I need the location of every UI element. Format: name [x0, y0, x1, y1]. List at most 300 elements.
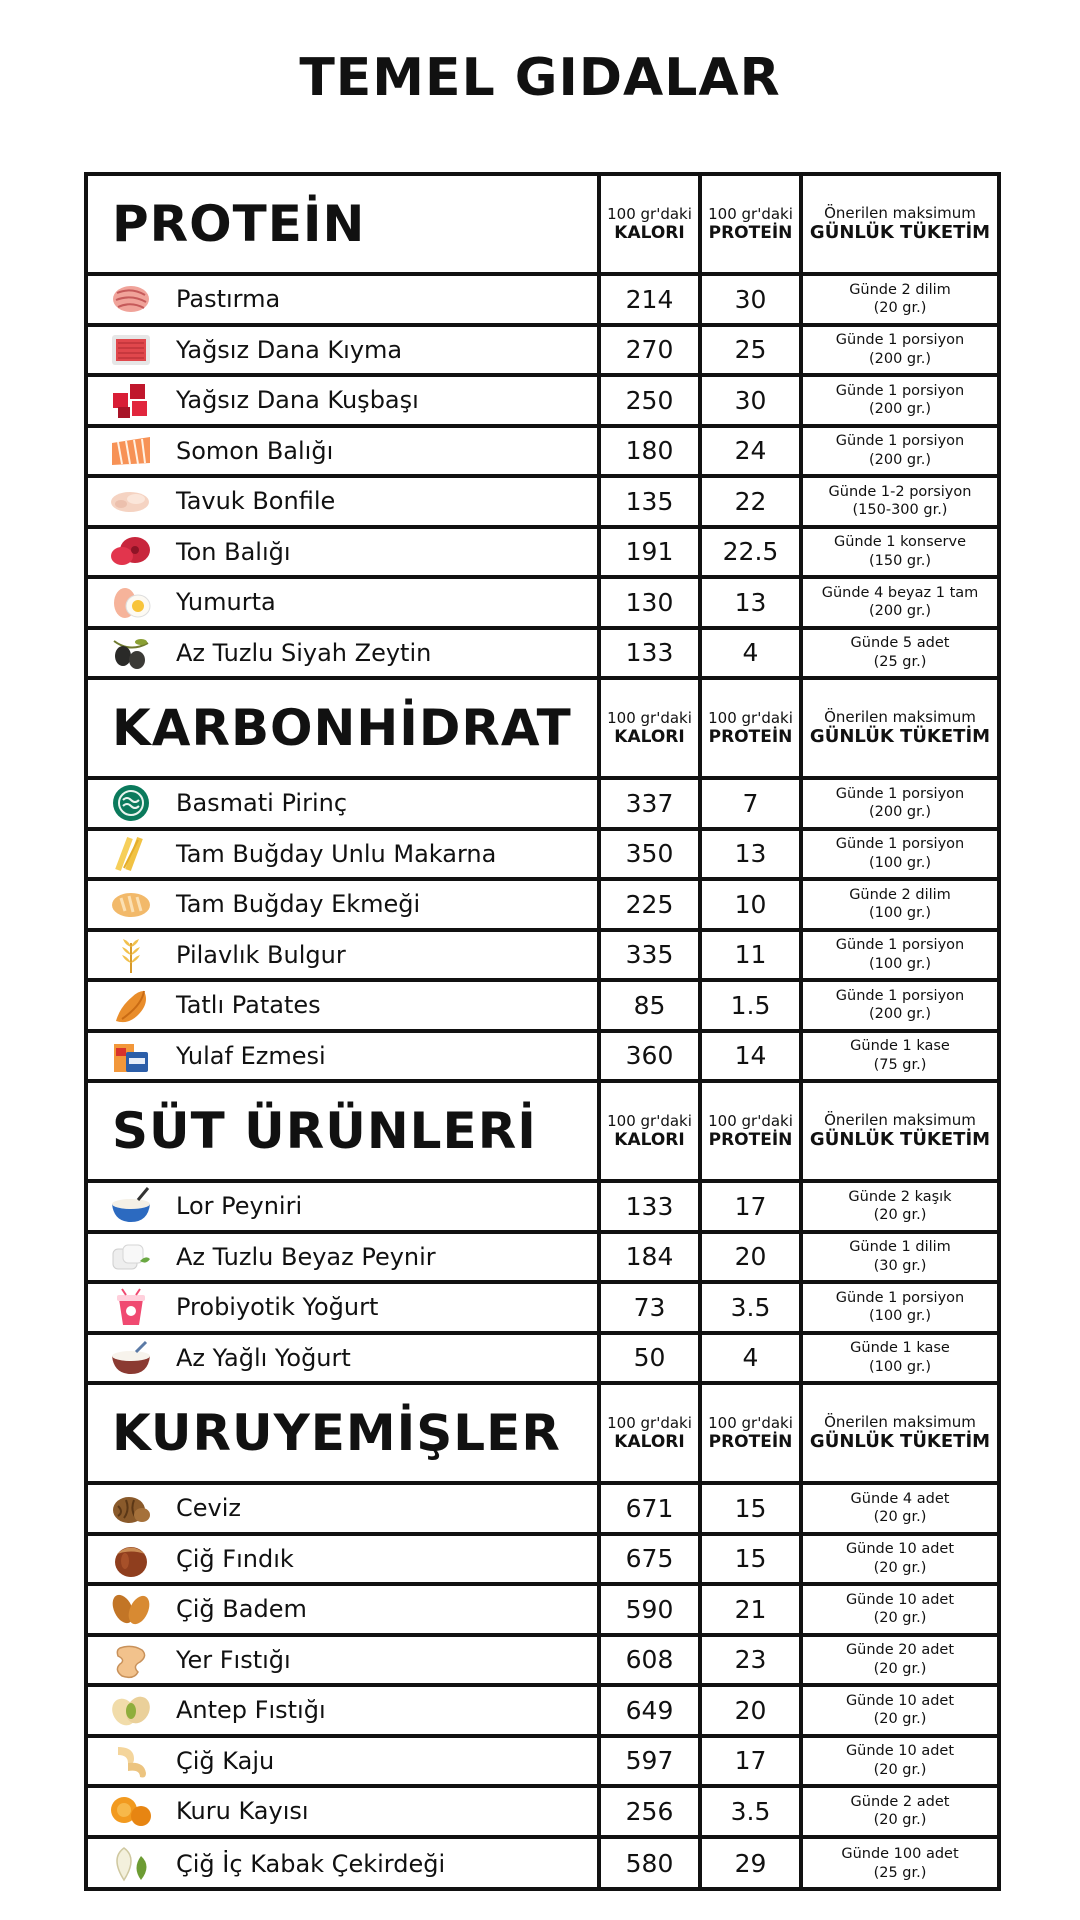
tuketim-amount: Günde 1 porsiyon [835, 382, 965, 399]
food-name: Tavuk Bonfile [176, 487, 336, 516]
tuketim-cell [803, 529, 997, 576]
protein-cell [702, 630, 803, 677]
kalori-column-header-caption: 100 gr'daki [607, 708, 692, 727]
tuketim-cell [803, 780, 997, 827]
protein-value: 17 [734, 1191, 767, 1221]
kalori-value: 85 [633, 990, 666, 1020]
hazelnut-icon [108, 1539, 154, 1579]
tuketim-amount: Günde 4 beyaz 1 tam [821, 584, 979, 601]
protein-column-header-caption: 100 gr'daki [708, 204, 793, 223]
section-header [88, 680, 997, 780]
protein-cell [702, 1637, 803, 1684]
food-name-cell [88, 831, 601, 878]
white-cheese-icon [108, 1237, 154, 1277]
kalori-value: 590 [625, 1594, 674, 1624]
kalori-cell [601, 276, 702, 323]
kalori-cell [601, 1485, 702, 1532]
section-header [88, 176, 997, 276]
tuketim-amount: Günde 1 konserve [833, 534, 967, 551]
food-name-cell [88, 377, 601, 424]
tuketim-amount: Günde 100 adet [841, 1846, 959, 1863]
food-name: Tam Buğday Unlu Makarna [176, 839, 497, 868]
tuketim-amount: Günde 1-2 porsiyon [828, 483, 972, 500]
food-name-cell [88, 1586, 601, 1633]
kalori-value: 184 [625, 1242, 674, 1272]
tuketim-amount: Günde 20 adet [845, 1642, 955, 1659]
kalori-cell [601, 377, 702, 424]
tuketim-column-header-caption: Önerilen maksimum [824, 1111, 976, 1130]
kalori-cell [601, 529, 702, 576]
protein-value: 13 [734, 587, 767, 617]
kalori-cell [601, 1687, 702, 1734]
table-row [88, 1284, 997, 1335]
kalori-column-header-label: KALORI [614, 1431, 685, 1452]
kalori-cell [601, 1284, 702, 1331]
table-row [88, 428, 997, 479]
kalori-cell [601, 428, 702, 475]
tuketim-cell [803, 1586, 997, 1633]
protein-cell [702, 1839, 803, 1890]
tuketim-amount: Günde 2 dilim [849, 886, 951, 903]
section-title-cell [88, 680, 601, 776]
tuketim-amount: Günde 1 porsiyon [835, 1289, 965, 1306]
kalori-cell [601, 982, 702, 1029]
protein-cell [702, 1738, 803, 1785]
kalori-value: 350 [625, 839, 674, 869]
food-name-cell [88, 478, 601, 525]
section-title: PROTEİN [112, 195, 366, 253]
table-row [88, 1687, 997, 1738]
protein-value: 13 [734, 839, 767, 869]
food-name: Pastırma [176, 285, 281, 314]
table-row [88, 377, 997, 428]
egg-icon [108, 582, 154, 622]
protein-value: 4 [742, 1343, 759, 1373]
tuketim-cell [803, 982, 997, 1029]
table-row [88, 529, 997, 580]
tuketim-grams: (30 gr.) [873, 1257, 927, 1274]
tuketim-column-header [803, 680, 997, 776]
protein-value: 22.5 [722, 537, 779, 567]
tuketim-cell [803, 831, 997, 878]
tuketim-grams: (20 gr.) [873, 1207, 927, 1224]
kalori-cell [601, 630, 702, 677]
tuketim-grams: (20 gr.) [873, 1509, 927, 1526]
tuketim-cell [803, 377, 997, 424]
food-name: Çiğ Kaju [176, 1746, 275, 1775]
kalori-value: 335 [625, 940, 674, 970]
tuketim-grams: (25 gr.) [873, 1864, 927, 1881]
tuketim-cell [803, 478, 997, 525]
pasta-icon [108, 834, 154, 874]
pumpkin-seed-icon [108, 1844, 154, 1884]
tuketim-cell [803, 1033, 997, 1080]
food-name: Somon Balığı [176, 436, 334, 465]
protein-value: 21 [734, 1594, 767, 1624]
protein-cell [702, 1284, 803, 1331]
tuketim-amount: Günde 1 porsiyon [835, 836, 965, 853]
table-row [88, 932, 997, 983]
food-name-cell [88, 881, 601, 928]
protein-cell [702, 327, 803, 374]
protein-cell [702, 1485, 803, 1532]
protein-cell [702, 982, 803, 1029]
tuketim-grams: (20 gr.) [873, 1559, 927, 1576]
tuketim-cell [803, 1839, 997, 1890]
protein-cell [702, 1788, 803, 1835]
kalori-cell [601, 579, 702, 626]
tuketim-amount: Günde 10 adet [845, 1692, 955, 1709]
kalori-value: 580 [625, 1849, 674, 1879]
yogurt-cup-icon [108, 1287, 154, 1327]
protein-cell [702, 1586, 803, 1633]
food-name-cell [88, 1284, 601, 1331]
tuketim-amount: Günde 1 porsiyon [835, 332, 965, 349]
kalori-cell [601, 478, 702, 525]
tuketim-cell [803, 881, 997, 928]
protein-cell [702, 1033, 803, 1080]
table-row [88, 276, 997, 327]
kalori-value: 50 [633, 1343, 666, 1373]
tuketim-cell [803, 428, 997, 475]
kalori-cell [601, 780, 702, 827]
tuketim-amount: Günde 5 adet [850, 635, 950, 652]
food-name-cell [88, 529, 601, 576]
tuketim-grams: (100 gr.) [868, 1358, 932, 1375]
tuketim-amount: Günde 2 dilim [849, 281, 951, 298]
protein-value: 30 [734, 385, 767, 415]
tuketim-amount: Günde 2 adet [850, 1793, 950, 1810]
protein-value: 15 [734, 1493, 767, 1523]
table-row [88, 327, 997, 378]
kalori-value: 191 [625, 537, 674, 567]
food-name: Az Yağlı Yoğurt [176, 1343, 351, 1372]
tuketim-grams: (20 gr.) [873, 1812, 927, 1829]
food-name-cell [88, 982, 601, 1029]
table-row [88, 1738, 997, 1789]
protein-column-header [702, 1083, 803, 1179]
kalori-column-header [601, 1385, 702, 1481]
food-name-cell [88, 1183, 601, 1230]
protein-value: 3.5 [730, 1796, 771, 1826]
tuketim-cell [803, 1536, 997, 1583]
protein-value: 24 [734, 436, 767, 466]
tuketim-grams: (20 gr.) [873, 300, 927, 317]
section-title: SÜT ÜRÜNLERİ [112, 1102, 537, 1160]
kalori-value: 225 [625, 889, 674, 919]
tuketim-cell [803, 1738, 997, 1785]
food-name: Çiğ Fındık [176, 1544, 294, 1573]
food-name-cell [88, 1788, 601, 1835]
food-name-cell [88, 1738, 601, 1785]
protein-value: 29 [734, 1849, 767, 1879]
kalori-column-header-caption: 100 gr'daki [607, 1111, 692, 1130]
food-name-cell [88, 1485, 601, 1532]
food-name: Yer Fıstığı [176, 1645, 291, 1674]
kalori-cell [601, 1183, 702, 1230]
rice-icon [108, 783, 154, 823]
table-row [88, 579, 997, 630]
kalori-column-header [601, 680, 702, 776]
kalori-cell [601, 1033, 702, 1080]
protein-column-header-label: PROTEİN [708, 726, 793, 747]
protein-cell [702, 1183, 803, 1230]
kalori-cell [601, 327, 702, 374]
tuketim-column-header-caption: Önerilen maksimum [824, 204, 976, 223]
kalori-cell [601, 932, 702, 979]
section-header [88, 1083, 997, 1183]
kalori-value: 73 [633, 1292, 666, 1322]
table-row [88, 478, 997, 529]
food-name-cell [88, 1234, 601, 1281]
protein-value: 10 [734, 889, 767, 919]
protein-value: 23 [734, 1645, 767, 1675]
kalori-value: 135 [625, 486, 674, 516]
food-name-cell [88, 1335, 601, 1382]
protein-value: 4 [742, 638, 759, 668]
table-row [88, 1485, 997, 1536]
protein-value: 11 [734, 940, 767, 970]
protein-column-header-caption: 100 gr'daki [708, 1413, 793, 1432]
kalori-column-header-label: KALORI [614, 1129, 685, 1150]
tuketim-cell [803, 1687, 997, 1734]
kalori-cell [601, 831, 702, 878]
food-name-cell [88, 327, 601, 374]
dried-apricot-icon [108, 1791, 154, 1831]
food-name: Çiğ İç Kabak Çekirdeği [176, 1849, 446, 1878]
kalori-value: 337 [625, 788, 674, 818]
food-name: Kuru Kayısı [176, 1797, 309, 1826]
protein-value: 1.5 [730, 990, 771, 1020]
table-row [88, 1536, 997, 1587]
peanut-icon [108, 1640, 154, 1680]
table-row [88, 1788, 997, 1839]
olive-icon [108, 633, 154, 673]
protein-value: 30 [734, 284, 767, 314]
food-name-cell [88, 1637, 601, 1684]
tuketim-grams: (200 gr.) [868, 401, 932, 418]
tuketim-grams: (150 gr.) [868, 552, 932, 569]
almond-icon [108, 1589, 154, 1629]
kalori-value: 671 [625, 1493, 674, 1523]
protein-column-header-caption: 100 gr'daki [708, 1111, 793, 1130]
protein-cell [702, 1335, 803, 1382]
chicken-breast-icon [108, 481, 154, 521]
tuketim-amount: Günde 10 adet [845, 1591, 955, 1608]
section-title-cell [88, 1083, 601, 1179]
table-row [88, 1234, 997, 1285]
tuketim-column-header-label: GÜNLÜK TÜKETİM [809, 222, 991, 244]
kalori-column-header-caption: 100 gr'daki [607, 204, 692, 223]
protein-cell [702, 932, 803, 979]
kalori-cell [601, 1788, 702, 1835]
kalori-value: 608 [625, 1645, 674, 1675]
oatmeal-icon [108, 1036, 154, 1076]
food-name: Yağsız Dana Kuşbaşı [176, 386, 419, 415]
kalori-cell [601, 1637, 702, 1684]
tuketim-grams: (200 gr.) [868, 1006, 932, 1023]
section-header [88, 1385, 997, 1485]
tuketim-amount: Günde 10 adet [845, 1541, 955, 1558]
protein-column-header [702, 176, 803, 272]
table-row [88, 1637, 997, 1688]
tuketim-amount: Günde 2 kaşık [848, 1188, 952, 1205]
protein-column-header-label: PROTEİN [708, 222, 793, 243]
curd-bowl-icon [108, 1186, 154, 1226]
tuketim-cell [803, 932, 997, 979]
kalori-value: 130 [625, 587, 674, 617]
protein-value: 22 [734, 486, 767, 516]
kalori-cell [601, 1234, 702, 1281]
protein-cell [702, 428, 803, 475]
table-row [88, 1183, 997, 1234]
walnut-icon [108, 1488, 154, 1528]
food-name: Antep Fıstığı [176, 1696, 326, 1725]
tuketim-amount: Günde 1 kase [850, 1340, 950, 1357]
tuketim-amount: Günde 1 kase [850, 1038, 950, 1055]
cashew-icon [108, 1741, 154, 1781]
sweet-potato-icon [108, 985, 154, 1025]
tuketim-grams: (25 gr.) [873, 653, 927, 670]
yogurt-bowl-icon [108, 1338, 154, 1378]
food-name: Yağsız Dana Kıyma [176, 335, 403, 364]
tuketim-cell [803, 327, 997, 374]
protein-cell [702, 377, 803, 424]
protein-value: 14 [734, 1041, 767, 1071]
food-name: Pilavlık Bulgur [176, 940, 346, 969]
table-row [88, 780, 997, 831]
tuketim-column-header-label: GÜNLÜK TÜKETİM [809, 1431, 991, 1453]
food-name: Yulaf Ezmesi [176, 1041, 326, 1070]
protein-value: 25 [734, 335, 767, 365]
table-row [88, 1033, 997, 1084]
tuketim-grams: (100 gr.) [868, 1308, 932, 1325]
tuketim-amount: Günde 1 dilim [849, 1239, 951, 1256]
protein-column-header [702, 1385, 803, 1481]
tuketim-column-header [803, 1385, 997, 1481]
tuna-icon [108, 532, 154, 572]
protein-cell [702, 478, 803, 525]
protein-cell [702, 831, 803, 878]
table-row [88, 982, 997, 1033]
protein-cell [702, 1234, 803, 1281]
kalori-column-header-label: KALORI [614, 726, 685, 747]
protein-column-header-label: PROTEİN [708, 1129, 793, 1150]
ground-beef-icon [108, 330, 154, 370]
tuketim-grams: (150-300 gr.) [852, 502, 948, 519]
page-title: TEMEL GIDALAR [299, 48, 781, 108]
kalori-value: 597 [625, 1746, 674, 1776]
food-table [84, 172, 1001, 1891]
table-row [88, 630, 997, 681]
tuketim-cell [803, 1788, 997, 1835]
tuketim-cell [803, 1183, 997, 1230]
food-name: Basmati Pirinç [176, 789, 348, 818]
tuketim-grams: (100 gr.) [868, 854, 932, 871]
food-name-cell [88, 932, 601, 979]
section-title-cell [88, 1385, 601, 1481]
protein-value: 7 [742, 788, 759, 818]
protein-value: 15 [734, 1544, 767, 1574]
section-title-cell [88, 176, 601, 272]
food-name-cell [88, 1033, 601, 1080]
protein-cell [702, 579, 803, 626]
tuketim-grams: (20 gr.) [873, 1761, 927, 1778]
kalori-value: 256 [625, 1796, 674, 1826]
table-row [88, 1839, 997, 1890]
protein-value: 20 [734, 1242, 767, 1272]
protein-cell [702, 1536, 803, 1583]
kalori-cell [601, 1839, 702, 1890]
kalori-column-header-caption: 100 gr'daki [607, 1413, 692, 1432]
food-name: Ton Balığı [176, 537, 291, 566]
kalori-cell [601, 1586, 702, 1633]
tuketim-amount: Günde 1 porsiyon [835, 433, 965, 450]
food-name: Çiğ Badem [176, 1595, 307, 1624]
tuketim-cell [803, 1637, 997, 1684]
table-row [88, 881, 997, 932]
kalori-value: 675 [625, 1544, 674, 1574]
pastirma-icon [108, 279, 154, 319]
section-title: KARBONHİDRAT [112, 699, 572, 757]
food-name: Lor Peyniri [176, 1192, 303, 1221]
food-name: Ceviz [176, 1494, 241, 1523]
section-title: KURUYEMİŞLER [112, 1404, 561, 1462]
protein-column-header-label: PROTEİN [708, 1431, 793, 1452]
tuketim-column-header-label: GÜNLÜK TÜKETİM [809, 726, 991, 748]
tuketim-amount: Günde 1 porsiyon [835, 937, 965, 954]
protein-value: 17 [734, 1746, 767, 1776]
kalori-value: 360 [625, 1041, 674, 1071]
tuketim-grams: (100 gr.) [868, 955, 932, 972]
kalori-value: 270 [625, 335, 674, 365]
tuketim-column-header [803, 1083, 997, 1179]
kalori-cell [601, 1335, 702, 1382]
tuketim-amount: Günde 1 porsiyon [835, 785, 965, 802]
kalori-column-header-label: KALORI [614, 222, 685, 243]
table-row [88, 1586, 997, 1637]
tuketim-amount: Günde 4 adet [850, 1490, 950, 1507]
food-name: Tatlı Patates [176, 991, 321, 1020]
tuketim-column-header-caption: Önerilen maksimum [824, 708, 976, 727]
food-name-cell [88, 428, 601, 475]
tuketim-cell [803, 579, 997, 626]
tuketim-cell [803, 1234, 997, 1281]
kalori-column-header [601, 1083, 702, 1179]
table-row [88, 831, 997, 882]
protein-cell [702, 276, 803, 323]
tuketim-grams: (100 gr.) [868, 905, 932, 922]
food-name: Tam Buğday Ekmeği [176, 890, 421, 919]
bread-icon [108, 884, 154, 924]
tuketim-grams: (200 gr.) [868, 350, 932, 367]
food-name: Az Tuzlu Siyah Zeytin [176, 638, 432, 667]
food-name-cell [88, 780, 601, 827]
food-name: Yumurta [176, 588, 276, 617]
table-row [88, 1335, 997, 1386]
kalori-value: 649 [625, 1695, 674, 1725]
food-name-cell [88, 579, 601, 626]
tuketim-grams: (200 gr.) [868, 451, 932, 468]
protein-value: 3.5 [730, 1292, 771, 1322]
kalori-cell [601, 1536, 702, 1583]
kalori-value: 250 [625, 385, 674, 415]
protein-cell [702, 529, 803, 576]
protein-cell [702, 1687, 803, 1734]
tuketim-cell [803, 1284, 997, 1331]
tuketim-amount: Günde 10 adet [845, 1743, 955, 1760]
kalori-column-header [601, 176, 702, 272]
